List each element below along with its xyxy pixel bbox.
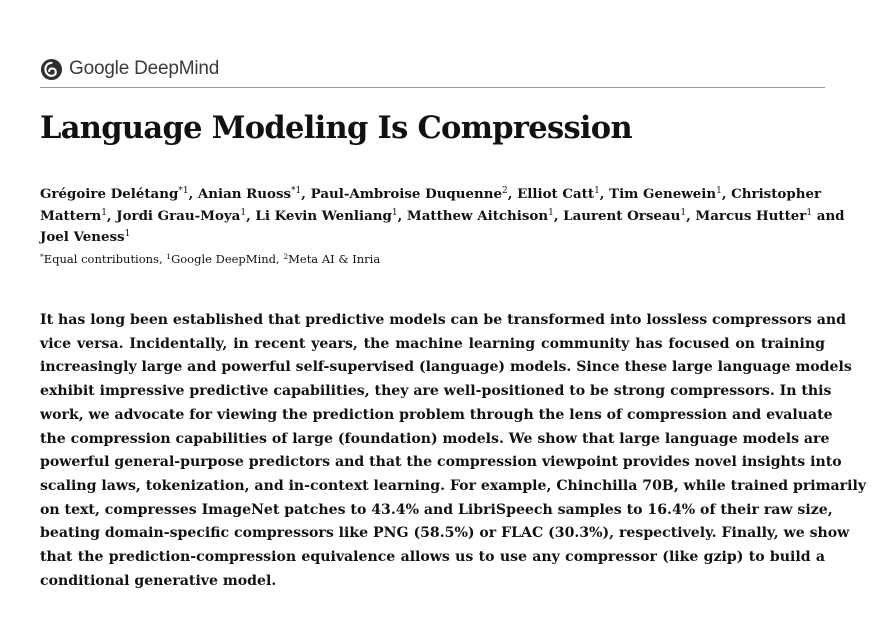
deepmind-logo-icon: [40, 58, 63, 81]
author-affiliation-mark: 1: [548, 207, 554, 218]
affiliations: [40, 252, 380, 266]
author-affiliation-mark: *1: [178, 186, 189, 196]
affiliation-mark: *: [40, 252, 44, 261]
affiliation-text: Google DeepMind,: [171, 252, 284, 266]
brand-name: Google DeepMind: [69, 58, 220, 79]
abstract-line: It has long been established that predictive models can be transformed into lossless compressors and: [40, 312, 846, 328]
author-affiliation-mark: 1: [680, 207, 687, 218]
author-text: , Anian Ruoss: [188, 186, 292, 202]
author-text: Joel Veness: [40, 229, 125, 245]
author-affiliation-mark: 1: [806, 207, 813, 218]
abstract-line: increasingly large and powerful self-supervised (language) models. Since these large language models: [40, 359, 852, 376]
abstract-line: conditional generative model.: [40, 572, 277, 589]
author-text: , Li Kevin Wenliang: [246, 207, 392, 224]
author-affiliation-mark: 1: [124, 229, 131, 239]
author-line: [40, 206, 845, 228]
author-affiliation-mark: 1: [101, 207, 107, 218]
abstract-line: work, we advocate for viewing the prediction problem through the lens of compression and evaluate: [40, 406, 833, 423]
author-line: [40, 184, 825, 206]
abstract-line: exhibit impressive predictive capabilities, they are well-positioned to be strong compressors. In this: [40, 383, 832, 400]
affiliation-text: Equal contributions,: [43, 252, 167, 266]
author-text: , Laurent Orseau: [553, 207, 681, 224]
author-text: , Matthew Aitchison: [397, 207, 549, 224]
author-affiliation-mark: 2: [502, 186, 508, 196]
author-text: , Marcus Hutter: [686, 207, 807, 224]
author-text: , Tim Genewein: [599, 186, 717, 202]
author-text: Mattern: [40, 207, 102, 224]
author-text: , Elliot Catt: [507, 186, 595, 202]
author-affiliation-mark: *1: [291, 186, 302, 196]
page-header: [40, 55, 825, 88]
author-affiliation-mark: 1: [716, 186, 722, 196]
author-affiliation-mark: 1: [391, 207, 398, 218]
author-text: , Jordi Grau-Moya: [106, 207, 241, 224]
author-text: and: [812, 207, 845, 224]
abstract-line: scaling laws, tokenization, and in-context learning. For example, Chinchilla 70B, while trained primarily: [40, 477, 867, 494]
author-affiliation-mark: 1: [240, 207, 247, 218]
abstract-line: that the prediction-compression equivalence allows us to use any compressor (like gzip) to build a: [40, 549, 825, 566]
abstract-line: on text, compresses ImageNet patches to 43.4% and LibriSpeech samples to 16.4% of their raw size,: [40, 501, 833, 518]
affiliation-mark: 1: [166, 252, 172, 261]
author-affiliation-mark: 1: [594, 186, 600, 196]
author-text: , Christopher: [721, 186, 822, 202]
paper-title: Language Modeling Is Compression: [40, 110, 632, 146]
affiliation-text: Meta AI & Inria: [288, 252, 381, 266]
author-line: [40, 227, 825, 249]
abstract-line: vice versa. Incidentally, in recent years, the machine learning community has focused on training: [40, 335, 825, 352]
author-list: [40, 184, 845, 249]
brand: [40, 55, 219, 83]
author-text: , Paul-Ambroise Duquenne: [301, 186, 503, 202]
author-text: Grégoire Delétang: [40, 186, 179, 202]
abstract-line: powerful general-purpose predictors and that the compression viewpoint provides novel insights into: [40, 454, 842, 471]
abstract: [40, 309, 867, 593]
affiliation-mark: 2: [283, 252, 289, 261]
abstract-line: the compression capabilities of large (foundation) models. We show that large language models are: [40, 430, 830, 447]
abstract-line: beating domain-specific compressors like PNG (58.5%) or FLAC (30.3%), respectively. Finally, we show: [40, 525, 850, 542]
